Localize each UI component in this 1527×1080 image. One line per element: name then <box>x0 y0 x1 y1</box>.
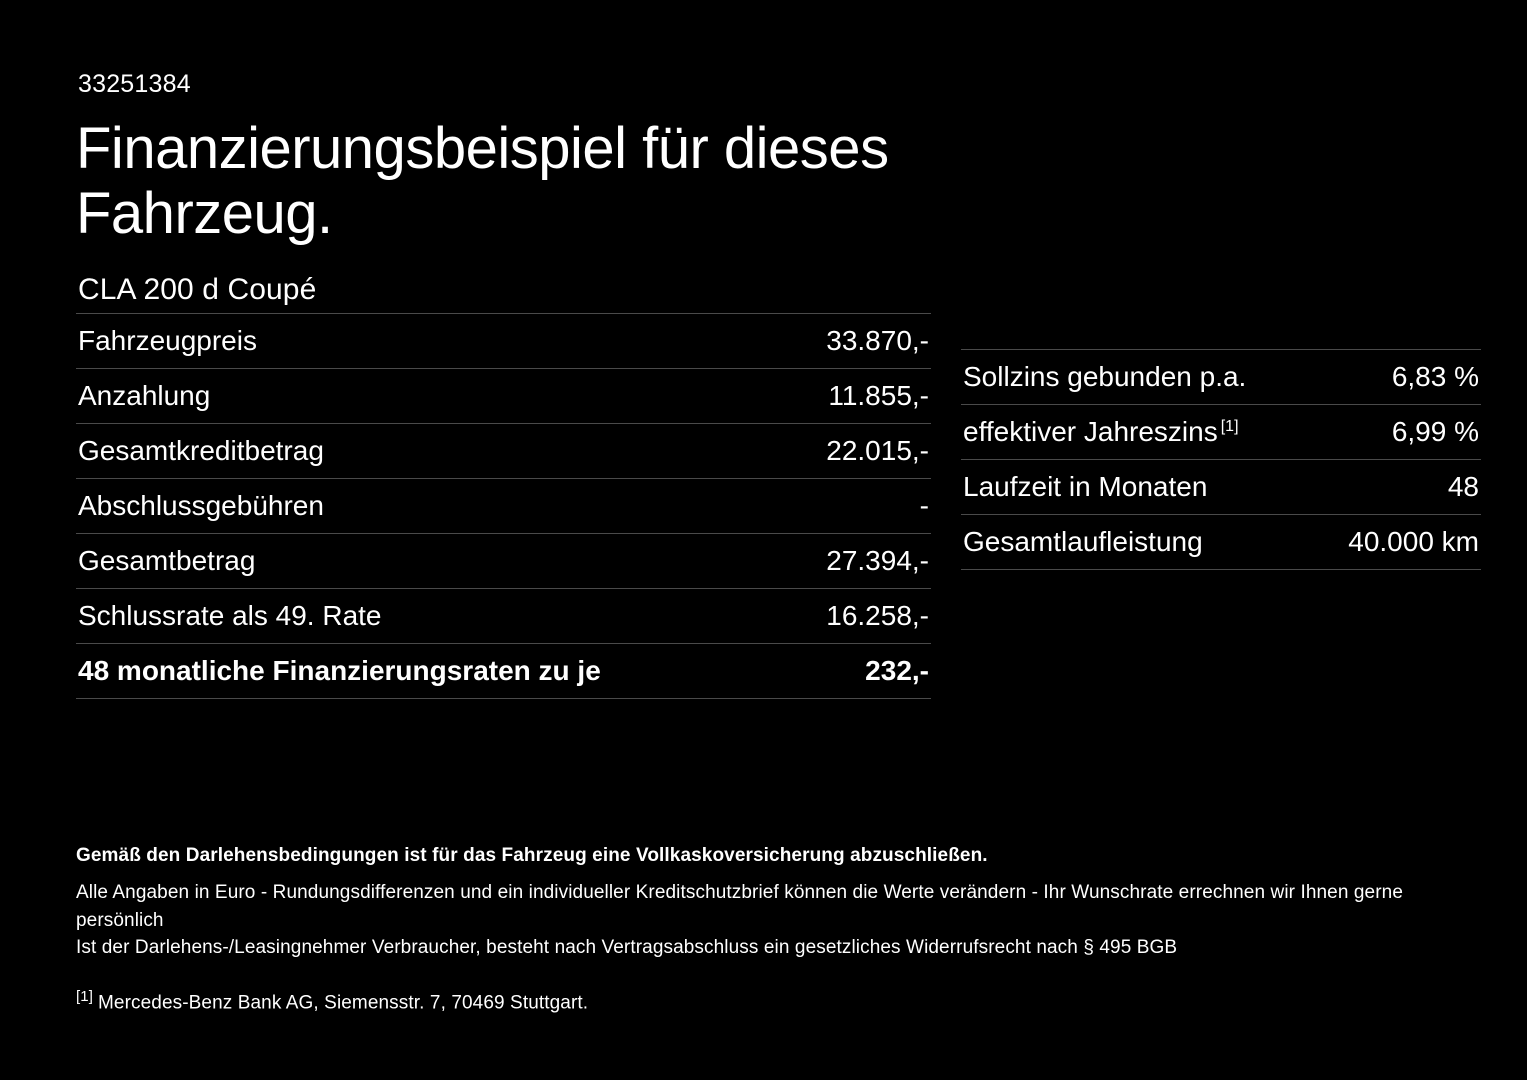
row-label: Schlussrate als 49. Rate <box>76 588 787 643</box>
row-value: 6,83 % <box>1315 349 1481 404</box>
legal-line-1: Alle Angaben in Euro - Rundungsdifferenzen und ein individueller Kreditschutzbrief können die Werte verändern - Ihr Wunschrate errechnen wir Ihnen gerne persönlich <box>76 882 1403 931</box>
table-row <box>76 368 931 423</box>
row-label-text: effektiver Jahreszins <box>963 415 1218 447</box>
table-row <box>961 349 1481 404</box>
table-row <box>961 459 1481 514</box>
row-label <box>961 459 1315 514</box>
footnote-text: Mercedes-Benz Bank AG, Siemensstr. 7, 70469 Stuttgart. <box>97 991 589 1013</box>
row-value: - <box>787 478 931 533</box>
row-value: 11.855,- <box>787 368 931 423</box>
table-row <box>76 313 931 368</box>
row-label <box>961 404 1315 459</box>
table-row <box>76 533 931 588</box>
row-label <box>961 514 1315 569</box>
row-label: Gesamtkreditbetrag <box>76 423 787 478</box>
vehicle-model-name: CLA 200 d Coupé <box>78 272 317 306</box>
row-label <box>961 349 1315 404</box>
row-label-text: Laufzeit in Monaten <box>963 470 1208 502</box>
row-label: 48 monatliche Finanzierungsraten zu je <box>76 643 787 698</box>
page-title: Finanzierungsbeispiel für dieses Fahrzeug. <box>76 116 889 246</box>
row-value: 48 <box>1315 459 1481 514</box>
row-label: Anzahlung <box>76 368 787 423</box>
legal-line-2: Ist der Darlehens-/Leasingnehmer Verbraucher, besteht nach Vertragsabschluss ein gesetzliches Widerrufsrecht nach § 495 BGB <box>76 937 1178 959</box>
row-value: 22.015,- <box>787 423 931 478</box>
row-value: 27.394,- <box>787 533 931 588</box>
legal-highlight: Gemäß den Darlehensbedingungen ist für das Fahrzeug eine Vollkaskoversicherung abzuschließen. <box>76 845 988 866</box>
table-row <box>76 478 931 533</box>
row-value: 6,99 % <box>1315 404 1481 459</box>
row-label: Gesamtbetrag <box>76 533 787 588</box>
legal-footnote <box>76 988 1456 1014</box>
finance-table <box>76 313 931 699</box>
table-row-monthly-rate <box>76 643 931 698</box>
terms-table <box>961 349 1481 570</box>
row-value: 33.870,- <box>787 313 931 368</box>
row-label: Fahrzeugpreis <box>76 313 787 368</box>
reference-number: 33251384 <box>78 70 191 98</box>
table-row <box>961 404 1481 459</box>
row-label-text: Sollzins gebunden p.a. <box>963 360 1247 392</box>
row-label: Abschlussgebühren <box>76 478 787 533</box>
terms-table-wrapper <box>961 349 1481 570</box>
legal-section <box>76 845 1456 1014</box>
table-row <box>76 588 931 643</box>
row-value: 232,- <box>787 643 931 698</box>
row-value: 40.000 km <box>1315 514 1481 569</box>
row-value: 16.258,- <box>787 588 931 643</box>
footnote-marker: [1] <box>1220 417 1239 435</box>
table-row <box>76 423 931 478</box>
table-row <box>961 514 1481 569</box>
footnote-marker: [1] <box>76 987 93 1005</box>
tables-container <box>76 313 1479 699</box>
finance-table-wrapper <box>76 313 931 699</box>
row-label-text: Gesamtlaufleistung <box>963 525 1203 557</box>
